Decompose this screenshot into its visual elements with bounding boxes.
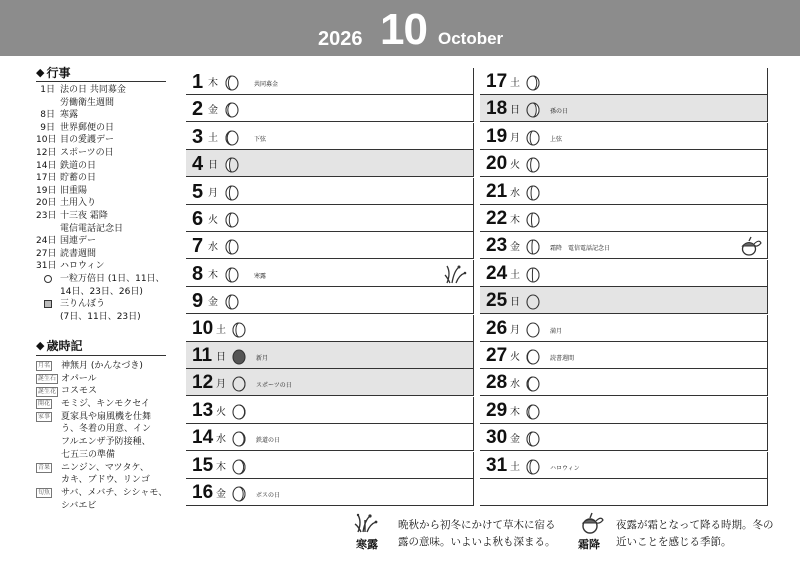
day-cell-29 [480,397,768,424]
saijiki-text: フルエンザ予防接種、 [61,437,151,448]
moon-phase-icon [225,294,239,310]
event-day: 8日 [40,110,55,121]
saijiki-text: シバエビ [61,500,97,511]
event-text: 法の日 共同募金 [60,85,126,95]
soko-text-line2: 近いことを感じる季節。 [616,536,732,548]
weekday-label: 火 [216,406,226,418]
day-cell-20 [480,150,768,177]
day-number: 22 [486,208,508,229]
day-cell-22 [480,205,768,232]
marker-row [36,298,170,311]
marker-row [36,273,170,286]
saijiki-text: サバ、メバチ、シシャモ、 [61,487,168,498]
header-year: 2026 [318,27,363,50]
day-number: 13 [192,399,214,421]
day-cell-31 [480,452,768,479]
moon-phase-icon [526,322,540,338]
moon-phase-icon [526,459,540,475]
day-number: 30 [486,427,508,449]
circle-marker-icon [36,273,60,286]
day-note: 寒露 [254,272,267,280]
moon-phase-icon [225,239,239,255]
weekday-label: 土 [510,461,520,473]
diamond-icon: ◆ [36,339,45,352]
day-cell-19 [480,123,768,150]
saijiki-text: コスモス [61,386,98,397]
day-note: ハロウィン [550,464,580,472]
saijiki-row [36,411,170,424]
events-rule [36,81,166,82]
saijiki-badge: 青果 [38,463,51,471]
day-cell-28 [480,369,768,396]
moon-phase-icon [225,75,239,91]
event-row [36,109,170,122]
day-cell-27 [480,342,768,369]
day-number: 3 [192,125,204,148]
moon-phase-icon [232,486,246,502]
day-note: 下弦 [254,135,267,143]
event-row [36,197,170,210]
moon-phase-icon [225,157,239,173]
day-cell-17 [480,68,768,95]
event-day: 1日 [40,85,55,95]
saijiki-row [36,500,170,513]
day-cell-9 [186,287,474,314]
moon-phase-icon [526,239,540,255]
kanro-text-line2: 露の意味。いよいよ秋も深まる。 [398,536,556,548]
header-month: 10 [380,5,427,54]
saijiki-badge: 家事 [38,413,51,421]
acorn-icon [738,236,762,256]
saijiki-row [36,449,170,462]
day-number: 2 [192,98,204,121]
event-day [36,223,60,236]
day-number: 15 [192,454,214,476]
weekday-label: 金 [208,105,218,117]
saijiki-badge: 誕生石 [38,375,57,383]
day-number: 31 [486,454,508,476]
event-day: 10日 [36,135,57,146]
moon-phase-icon [526,212,540,228]
day-number: 12 [192,372,214,394]
event-text: 鉄道の日 [60,160,97,171]
moon-phase-icon [526,157,540,173]
event-row [36,134,170,147]
day-cell-25 [480,287,768,314]
day-cell-21 [480,178,768,205]
saijiki-badge: 誕生花 [38,387,57,395]
day-cell-26 [480,315,768,342]
event-row [36,122,170,135]
day-number: 19 [486,125,508,147]
day-cell-18 [480,95,768,122]
event-row [36,185,170,198]
moon-phase-icon [526,75,540,91]
day-note: 霜降 電信電話記念日 [550,245,611,253]
event-text: 土用入り [60,198,97,209]
day-cell-10 [186,315,474,342]
weekday-label: 日 [216,352,226,363]
saijiki-row [36,474,170,487]
moon-phase-icon [526,130,540,146]
day-note: 孫の日 [550,108,569,116]
event-day: 27日 [36,248,57,259]
moon-phase-icon [526,185,540,201]
weekday-label: 木 [208,269,218,281]
day-cell-24 [480,260,768,287]
weekday-label: 水 [216,434,226,446]
moon-phase-icon [225,185,239,201]
soko-label: 霜降 [578,538,600,551]
marker-text: 14日、23日、26日) [60,286,143,297]
event-row [36,260,170,273]
grass-icon [444,264,468,284]
day-number: 4 [192,153,204,176]
kanro-text-line1: 晩秋から初冬にかけて草木に宿る [398,519,556,531]
day-number: 17 [486,71,508,92]
event-text: 国連デー [60,236,97,247]
day-number: 16 [192,482,214,503]
events-title: ◆ 行事 [36,66,71,80]
saijiki-row [36,487,170,500]
day-cell-15 [186,452,474,479]
saijiki-text: オパール [61,373,97,384]
saijiki-text: 七五三の準備 [61,449,116,460]
event-text: 労働衛生週間 [60,97,115,108]
event-day: 23日 [36,210,57,221]
weekday-label: 火 [510,160,520,172]
event-text: 世界郵便の日 [60,122,115,133]
day-cell-23 [480,232,768,259]
day-note: スポーツの日 [256,382,292,390]
weekday-label: 水 [208,242,218,254]
saijiki-text: カキ、ブドウ、リンゴ [61,475,150,486]
weekday-label: 金 [510,434,520,446]
moon-phase-icon [526,376,540,392]
day-note: 鉄道の日 [256,437,281,445]
weekday-label: 月 [510,132,520,144]
event-text: 寒露 [60,110,79,121]
weekday-label: 金 [208,297,218,309]
day-cell-8 [186,260,474,287]
weekday-label: 土 [510,78,520,89]
weekday-label: 日 [510,105,520,117]
event-day: 17日 [36,173,57,184]
saijiki-row [36,398,170,411]
saijiki-text: ニンジン、マツタケ、 [61,462,149,473]
event-text: 十三夜 霜降 [60,210,108,221]
weekday-label: 木 [216,461,226,473]
event-row [36,172,170,185]
moon-phase-icon [225,130,239,146]
moon-phase-icon [526,349,540,365]
saijiki-title: ◆ 歳時記 [36,339,83,353]
day-cell-6 [186,205,474,232]
weekday-label: 火 [510,352,520,363]
saijiki-row [36,423,170,436]
day-number: 28 [486,372,508,394]
weekday-label: 火 [208,215,218,226]
saijiki-badge: 開花 [38,400,51,408]
events-list [36,84,170,323]
event-text: 読書週間 [60,248,97,259]
diamond-icon: ◆ [36,66,45,79]
day-number: 6 [192,208,204,230]
day-cell-13 [186,397,474,424]
moon-phase-icon [225,212,239,228]
event-day: 19日 [36,185,57,196]
day-number: 1 [192,71,204,93]
event-text: 目の愛護デー [60,135,115,146]
weekday-label: 木 [208,78,218,89]
day-number: 9 [192,290,204,313]
weekday-label: 土 [216,324,226,336]
header-month-english: October [438,29,504,48]
day-cell-4 [186,150,474,177]
moon-phase-icon [526,267,540,283]
event-text: 貯蓄の日 [60,173,97,184]
day-number: 18 [486,98,508,120]
weekday-label: 金 [510,242,520,254]
event-day: 14日 [36,160,57,171]
event-text: 電信電話記念日 [60,223,124,234]
day-number: 26 [486,317,508,339]
event-row [36,160,170,173]
event-day: 12日 [36,147,57,158]
day-cell-1 [186,68,474,95]
day-note: 上弦 [550,135,563,143]
marker-row [36,311,170,324]
moon-phase-icon [526,294,540,310]
weekday-label: 金 [216,489,226,500]
event-row [36,210,170,223]
weekday-label: 土 [510,269,520,281]
day-number: 8 [192,262,204,285]
empty-day-cell [480,479,768,506]
day-cell-5 [186,178,474,205]
event-text: スポーツの日 [60,147,114,158]
moon-phase-icon [225,267,239,283]
moon-phase-icon [232,431,246,447]
soko-acorn-icon [578,512,604,534]
marker-text: 一粒万倍日 (1日、11日、 [60,273,165,284]
saijiki-row [36,373,170,386]
event-text: 旧重陽 [60,185,88,196]
event-day: 31日 [36,261,57,272]
event-day [36,97,60,110]
day-cell-7 [186,232,474,259]
day-number: 21 [486,180,508,202]
event-row [36,235,170,248]
day-note: ボスの日 [256,492,281,499]
saijiki-text: う、冬着の用意、イン [61,424,152,435]
moon-phase-icon [232,404,246,420]
day-number: 7 [192,235,204,258]
day-note: 新月 [256,355,269,362]
moon-phase-icon [526,404,540,420]
moon-phase-icon [232,322,246,338]
marker-text: 三りんぼう [60,299,106,310]
moon-phase-icon [526,102,540,118]
event-row [36,248,170,261]
day-cell-3 [186,123,474,150]
marker-text: (7日、11日、23日) [60,311,141,322]
weekday-label: 月 [208,187,218,199]
event-day: 24日 [36,236,57,247]
event-day: 20日 [36,198,57,209]
saijiki-row [36,385,170,398]
day-number: 14 [192,427,214,449]
day-number: 29 [486,399,508,421]
event-text: ハロウィン [60,261,105,272]
day-number: 23 [486,235,508,257]
event-row [36,97,170,110]
day-cell-2 [186,95,474,122]
moon-phase-icon [232,376,246,392]
day-number: 5 [192,180,204,203]
day-cell-16 [186,479,474,506]
kanro-grass-icon [354,512,380,534]
day-cell-12 [186,369,474,396]
day-number: 25 [486,290,508,312]
kanro-label: 寒露 [356,538,378,551]
event-row [36,147,170,160]
event-day: 9日 [40,122,55,133]
square-marker-icon [36,298,60,311]
saijiki-list [36,360,170,512]
saijiki-row [36,360,170,373]
weekday-label: 日 [208,160,218,172]
saijiki-text: 夏家具や扇風機を仕舞 [61,411,152,422]
day-number: 27 [486,345,508,366]
day-number: 11 [192,345,213,366]
day-number: 20 [486,153,508,175]
moon-phase-icon [232,459,246,475]
saijiki-rule [36,355,166,356]
day-note: 読書週間 [550,355,575,362]
weekday-label: 日 [510,297,520,309]
day-number: 10 [192,317,214,339]
marker-row [36,286,170,299]
saijiki-text: 神無月 (かんなづき) [61,361,143,371]
weekday-label: 水 [510,187,520,199]
saijiki-row [36,462,170,475]
day-cell-11 [186,342,474,369]
day-cell-14 [186,424,474,451]
day-note: 満月 [550,327,563,335]
moon-phase-icon [526,431,540,447]
saijiki-row [36,436,170,449]
moon-phase-icon [225,102,239,118]
weekday-label: 月 [510,324,520,336]
weekday-label: 月 [216,379,226,391]
saijiki-badge: 月名 [38,362,51,370]
day-number: 24 [486,262,508,284]
saijiki-badge: 旬魚 [38,489,51,497]
weekday-label: 木 [510,215,520,226]
event-row [36,223,170,236]
day-note: 共同募金 [254,81,279,88]
weekday-label: 水 [510,379,520,391]
soko-text-line1: 夜露が霜となって降る時期。冬の [616,519,774,531]
saijiki-text: モミジ、キンモクセイ [61,399,150,410]
new-moon-icon [232,349,246,365]
weekday-label: 木 [510,406,520,418]
day-cell-30 [480,424,768,451]
weekday-label: 土 [208,132,218,144]
event-row [36,84,170,97]
